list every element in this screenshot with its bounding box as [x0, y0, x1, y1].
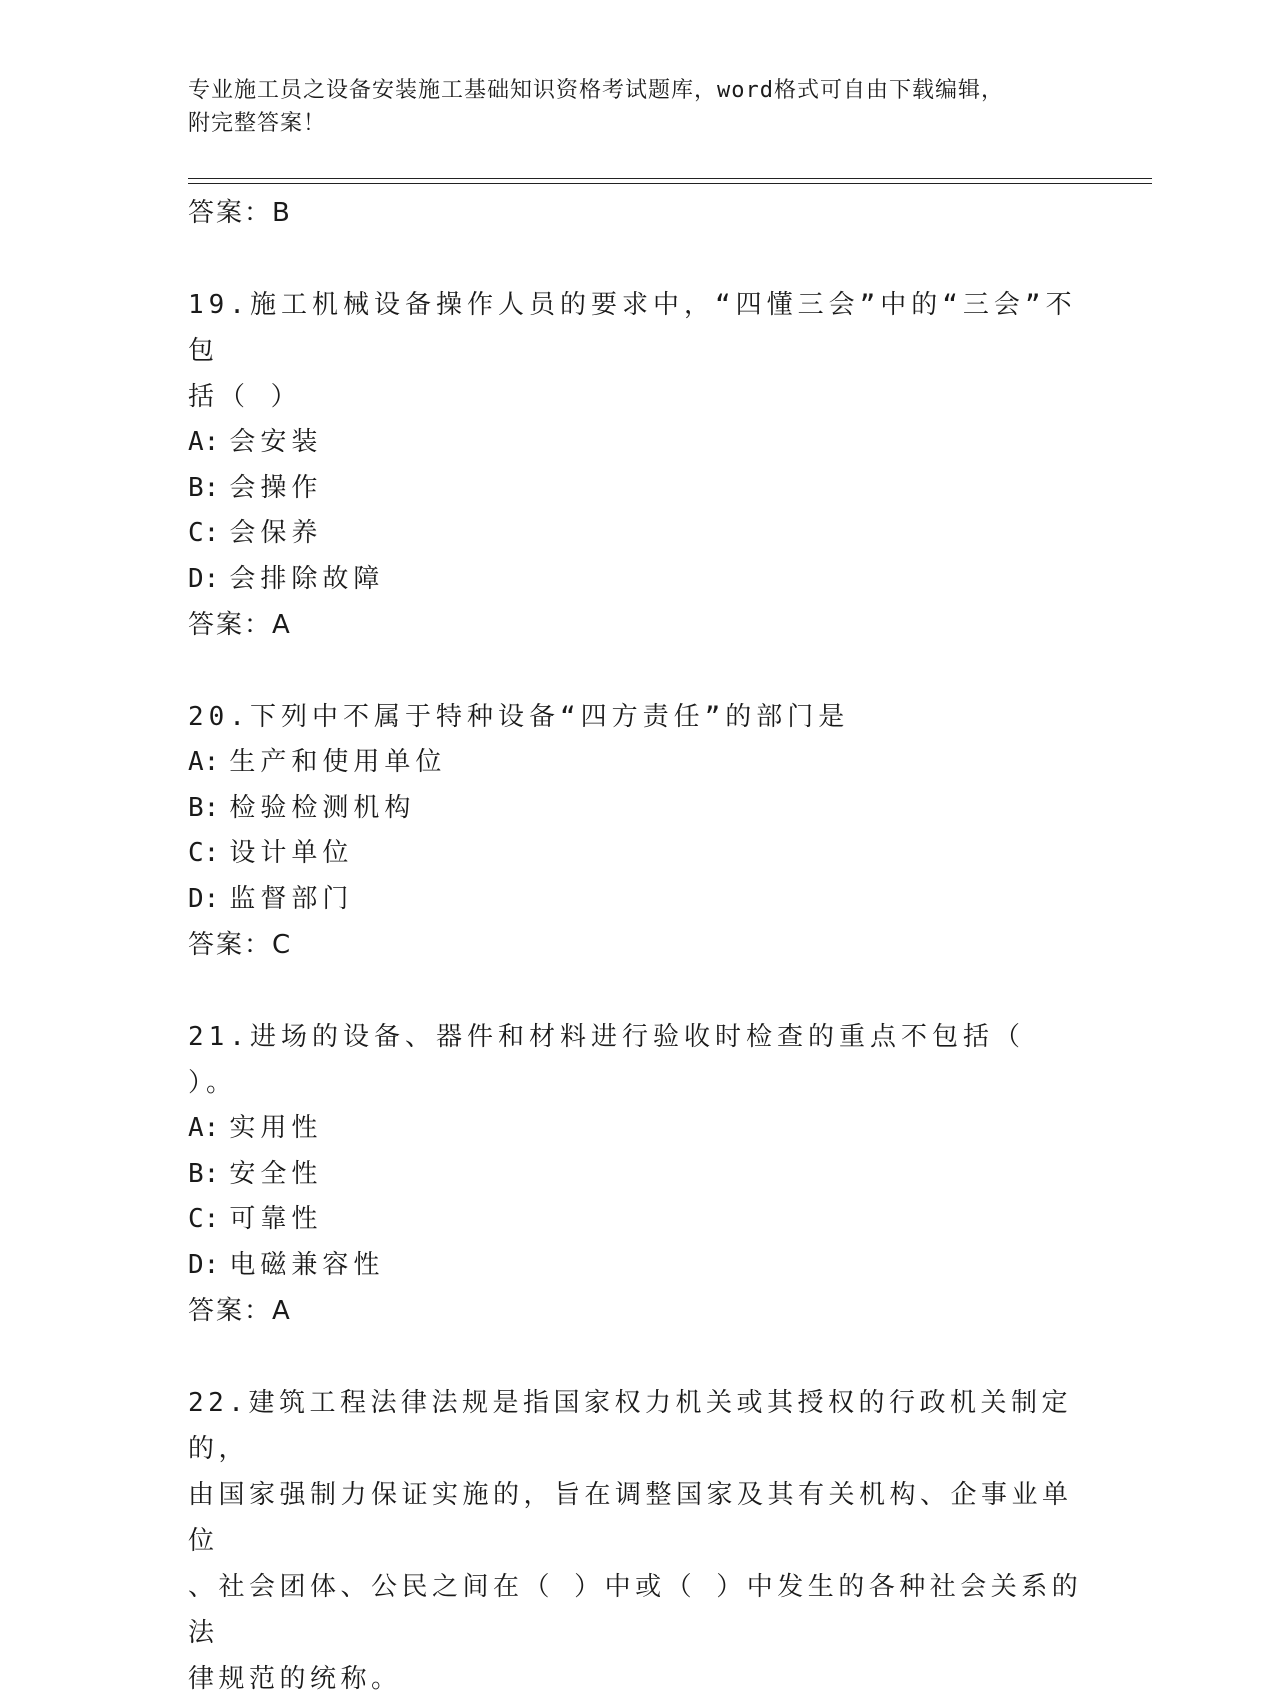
option-c [188, 831, 1088, 877]
question-text-line: 下列中不属于特种设备“四方责任”的部门是 [249, 702, 850, 732]
answer-line: 答案：A [188, 610, 292, 640]
question-stem [188, 1014, 1088, 1106]
option-letter: D: [188, 563, 220, 594]
header-divider-bottom [188, 183, 1152, 184]
option-a [188, 740, 1088, 786]
option-a [188, 420, 1088, 466]
option-letter: C: [188, 1204, 220, 1234]
option-d [188, 1243, 1088, 1289]
question-text-line: 建筑工程法律法规是指国家权力机关或其授权的行政机关制定的， [188, 1388, 1072, 1464]
option-letter: B: [188, 472, 220, 503]
option-b [188, 466, 1088, 512]
option-text: 电磁兼容性 [229, 1249, 385, 1280]
question-list [188, 190, 1088, 1702]
option-letter: B: [188, 792, 220, 823]
option-text: 会安装 [229, 427, 323, 457]
question-text-line: 律规范的统称。 [188, 1664, 402, 1694]
question-text-line: 、社会团体、公民之间在（ ）中或（ ）中发生的各种社会关系的法 [188, 1572, 1083, 1648]
option-a [188, 1106, 1088, 1152]
option-d [188, 877, 1088, 923]
option-text: 可靠性 [229, 1204, 323, 1234]
option-letter: A: [188, 747, 220, 777]
option-text: 生产和使用单位 [229, 747, 447, 777]
question-22 [188, 1380, 1088, 1702]
option-letter: D: [188, 1249, 220, 1280]
answer-line: 答案：C [188, 930, 293, 960]
question-number: 20. [188, 702, 250, 732]
option-letter: A: [188, 1113, 220, 1143]
question-stem [188, 1380, 1088, 1702]
question-stem [188, 282, 1088, 420]
question-stem [188, 694, 1088, 740]
question-number: 19. [188, 290, 250, 320]
header-line-2: 附完整答案！ [188, 111, 327, 136]
question-20 [188, 694, 1088, 968]
question-text-line: 括（ ） [188, 382, 302, 412]
previous-answer: 答案：B [188, 198, 292, 228]
question-text-line: 由国家强制力保证实施的，旨在调整国家及其有关机构、企事业单位 [188, 1480, 1073, 1556]
question-text-line: 施工机械设备操作人员的要求中，“四懂三会”中的“三会”不包 [188, 290, 1077, 366]
option-text: 会操作 [229, 472, 323, 503]
option-letter: C: [188, 838, 220, 868]
question-21 [188, 1014, 1088, 1334]
option-text: 会排除故障 [229, 563, 385, 594]
option-letter: D: [188, 883, 220, 914]
option-b [188, 786, 1088, 832]
option-text: 检验检测机构 [229, 792, 416, 823]
header-divider-top [188, 178, 1152, 179]
option-text: 设计单位 [229, 838, 354, 868]
question-19 [188, 282, 1088, 648]
option-c [188, 511, 1088, 557]
option-c [188, 1197, 1088, 1243]
answer-line: 答案：A [188, 1296, 292, 1326]
document-header [188, 74, 1068, 140]
option-text: 监督部门 [229, 883, 354, 914]
option-letter: A: [188, 427, 220, 457]
option-text: 会保养 [229, 518, 323, 548]
option-letter: B: [188, 1158, 220, 1189]
option-text: 安全性 [229, 1158, 323, 1189]
header-line-1: 专业施工员之设备安装施工基础知识资格考试题库，word格式可自由下载编辑， [188, 78, 1004, 103]
option-letter: C: [188, 518, 220, 548]
option-b [188, 1152, 1088, 1198]
question-number: 21. [188, 1022, 250, 1052]
option-d [188, 557, 1088, 603]
question-text-line: 进场的设备、器件和材料进行验收时检查的重点不包括（ ）。 [188, 1022, 1025, 1098]
question-number: 22. [188, 1388, 249, 1418]
option-text: 实用性 [229, 1113, 323, 1143]
